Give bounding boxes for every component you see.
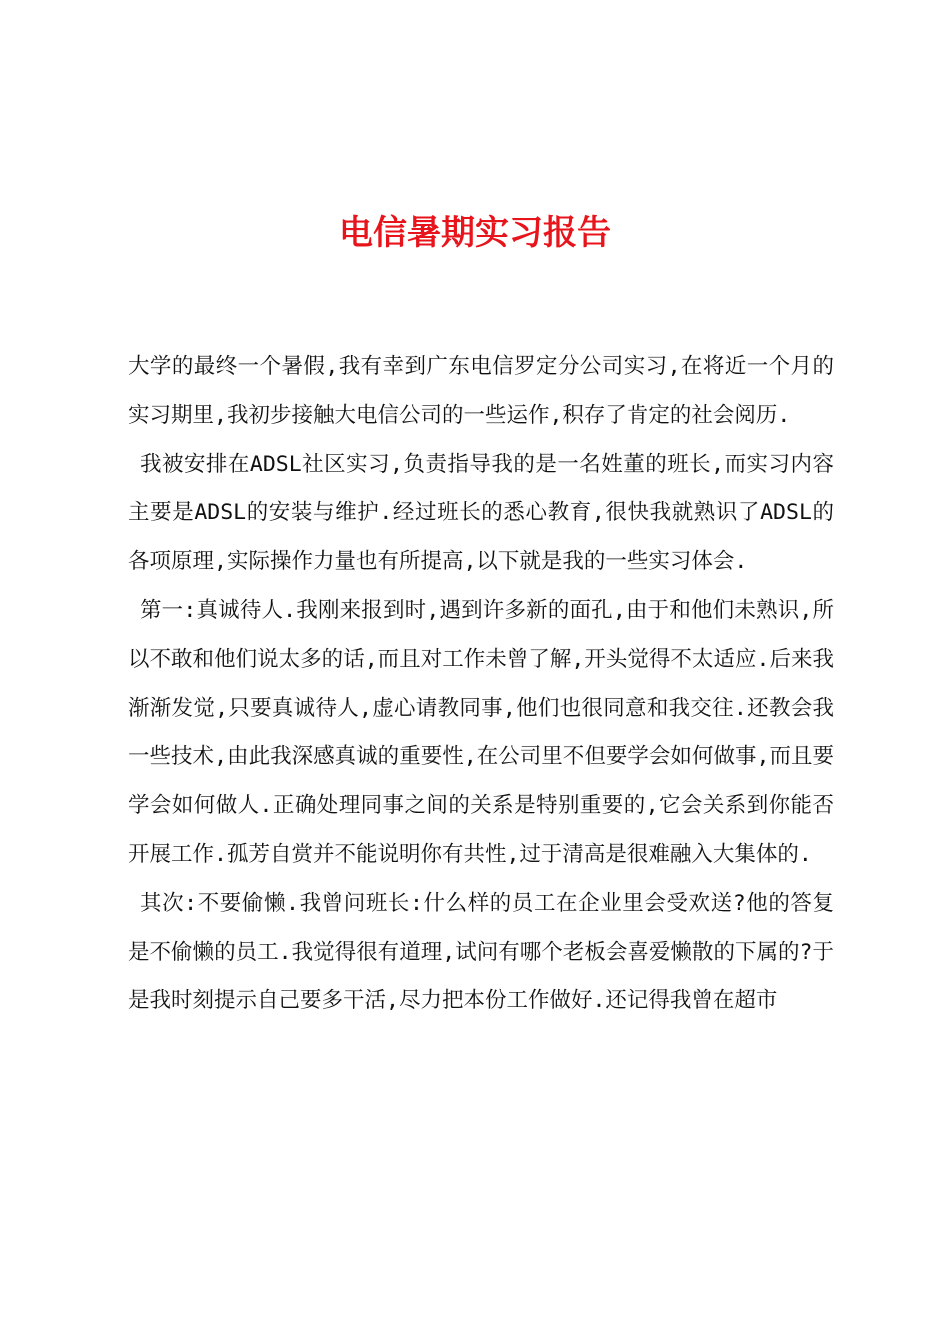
paragraph-intro: 大学的最终一个暑假,我有幸到广东电信罗定分公司实习,在将近一个月的实习期里,我初步接触大电信公司的一些运作,积存了肯定的社会阅历. xyxy=(128,354,834,428)
paragraph-first-point: 第一:真诚待人.我刚来报到时,遇到许多新的面孔,由于和他们未熟识,所以不敢和他们说太多的话,而且对工作未曾了解,开头觉得不太适应.后来我渐渐发觉,只要真诚待人,虚心请教同事,他们也很同意和我交往.还教会我一些技术,由此我深感真诚的重要性,在公司里不但要学会如何做事,而且要学会如何做人.正确处理同事之间的关系是特别重要的,它会关系到你能否开展工作.孤芳自赏并不能说明你有共性,过于清高是很难融入大集体的. xyxy=(128,597,834,867)
paragraph-assignment: 我被安排在ADSL社区实习,负责指导我的是一名姓董的班长,而实习内容主要是ADSL的安装与维护.经过班长的悉心教育,很快我就熟识了ADSL的各项原理,实际操作力量也有所提高,以下就是我的一些实习体会. xyxy=(128,451,834,575)
document-body xyxy=(128,343,834,1026)
document-title: 电信暑期实习报告 xyxy=(339,213,611,253)
paragraph-second-point: 其次:不要偷懒.我曾问班长:什么样的员工在企业里会受欢送?他的答复是不偷懒的员工.我觉得很有道理,试问有哪个老板会喜爱懒散的下属的?于是我时刻提示自己要多干活,尽力把本份工作做好.还记得我曾在超市 xyxy=(128,890,834,1014)
